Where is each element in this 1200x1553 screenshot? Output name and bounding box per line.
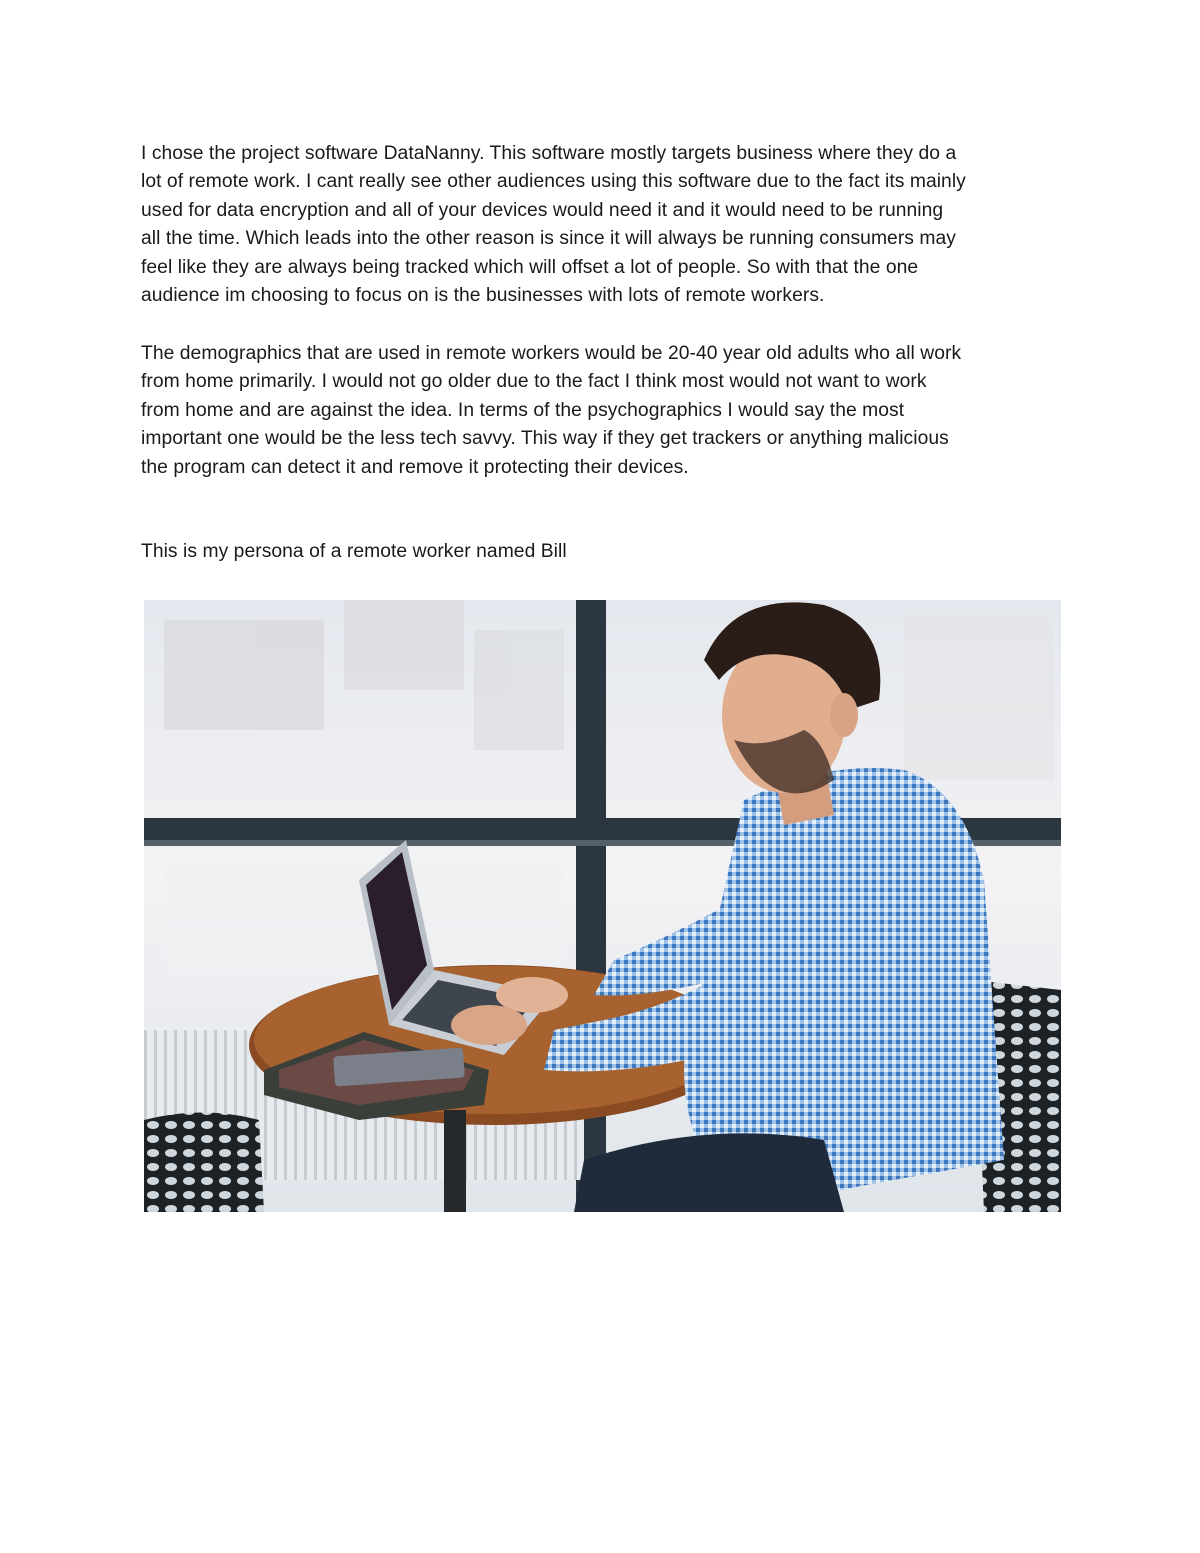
text-line: I chose the project software DataNanny. This software mostly targets business where they do a: [141, 143, 957, 164]
text-line: all the time. Which leads into the other reason is since it will always be running consumers may: [141, 228, 956, 250]
paragraph-intro: [141, 140, 1071, 310]
text-line: from home primarily. I would not go older due to the fact I think most would not want to work: [141, 371, 927, 393]
text-line: The demographics that are used in remote workers would be 20-40 year old adults who all work: [141, 343, 962, 364]
text-line: feel like they are always being tracked which will offset a lot of people. So with that the one: [141, 256, 919, 278]
text-line: important one would be the less tech savvy. This way if they get trackers or anything malicious: [141, 428, 949, 450]
paragraph-demographics: [141, 340, 1071, 482]
text-line: the program can detect it and remove it protecting their devices.: [141, 456, 689, 478]
text-line: lot of remote work. I cant really see other audiences using this software due to the fact its mainly: [141, 171, 966, 193]
remote-worker-illustration: [144, 600, 1061, 1212]
text-line: from home and are against the idea. In terms of the psychographics I would say the most: [141, 399, 905, 421]
persona-caption: This is my persona of a remote worker named Bill: [141, 541, 567, 562]
left-chair: [144, 1113, 264, 1213]
persona-photo: [144, 600, 1061, 1212]
man-hand: [451, 1005, 527, 1045]
text-line: used for data encryption and all of your devices would need it and it would need to be running: [141, 199, 944, 221]
text-line: audience im choosing to focus on is the businesses with lots of remote workers.: [141, 285, 825, 307]
